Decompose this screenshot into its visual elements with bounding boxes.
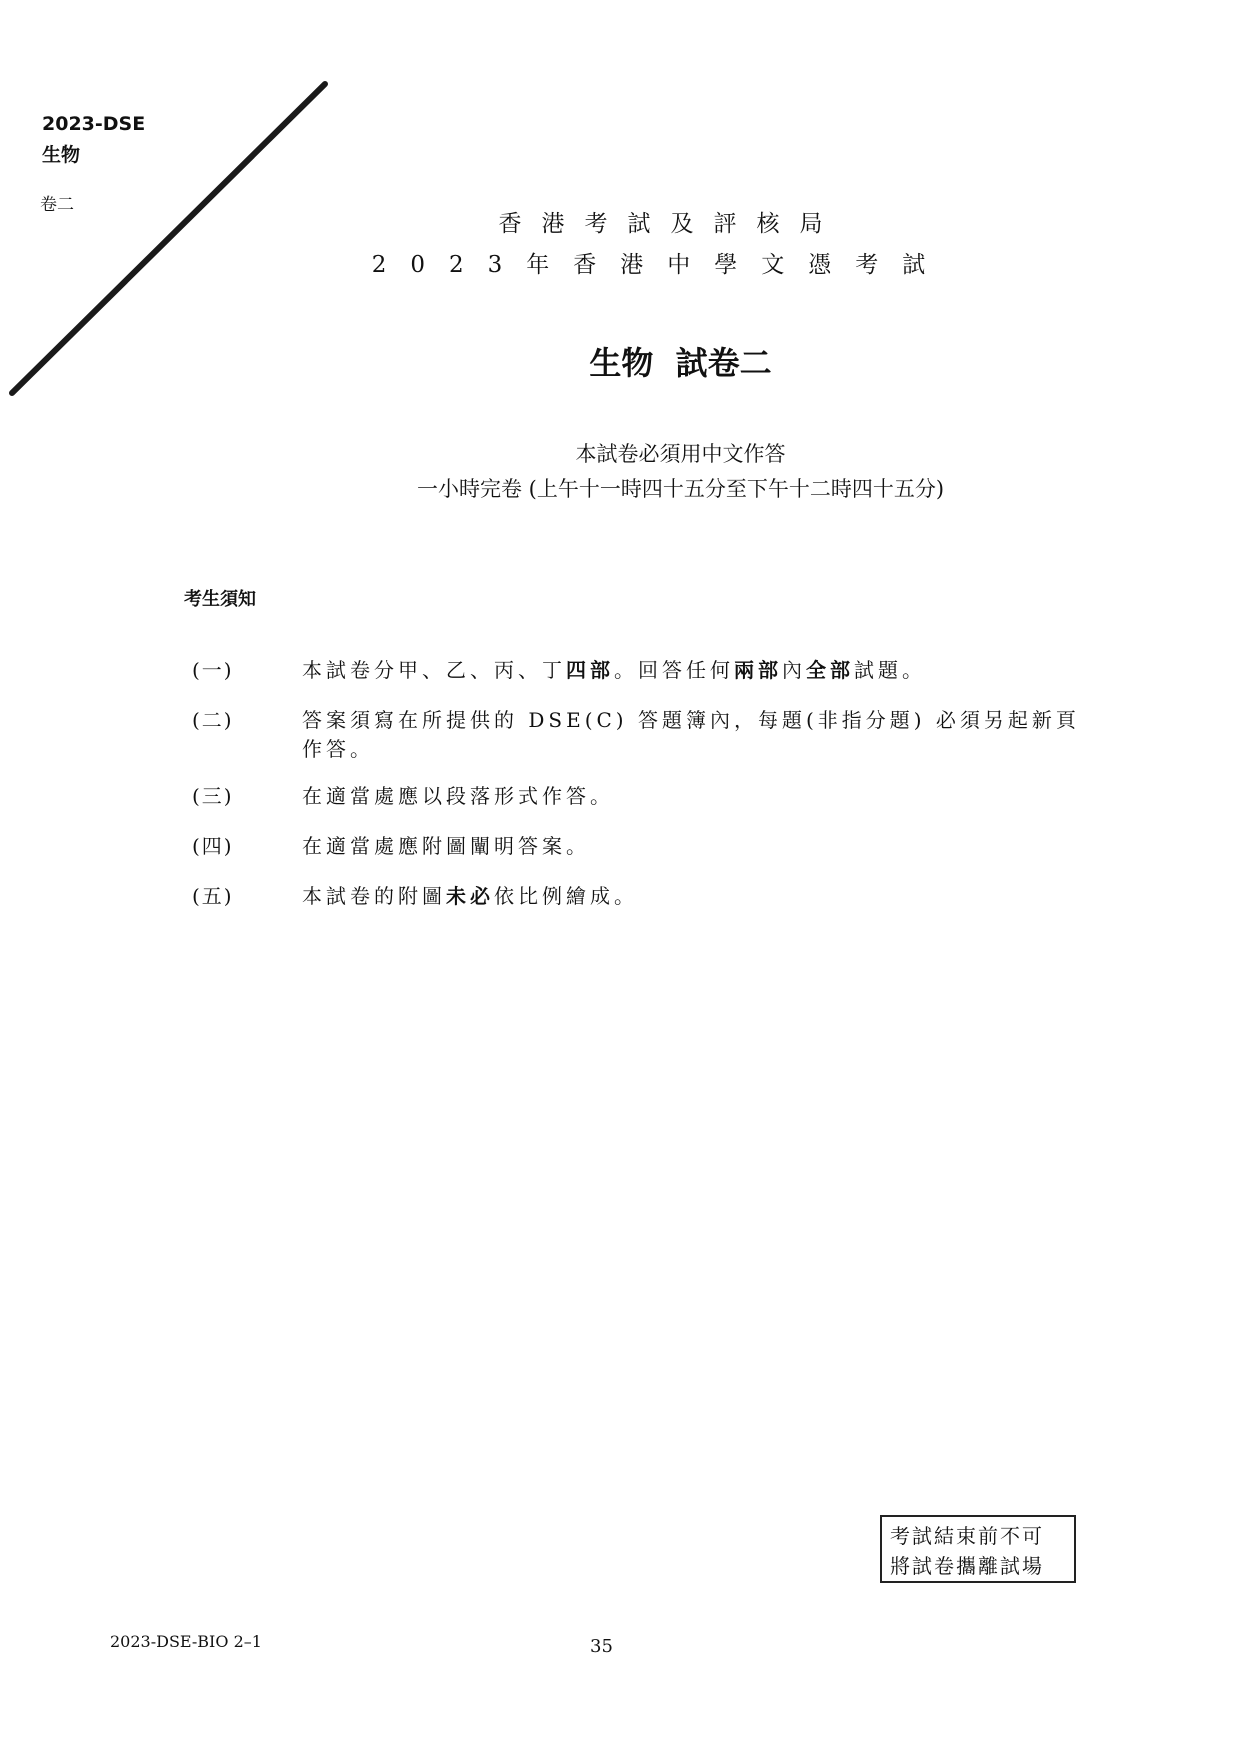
page-number: 35: [590, 1636, 613, 1657]
instruction-text: 在適當處應以段落形式作答。: [302, 784, 614, 808]
instruction-text: 本試卷的附圖未必依比例繪成。: [302, 884, 638, 908]
exam-name: 2023年香港中學文憑考試: [371, 252, 950, 278]
instruction-number: (二): [192, 708, 234, 732]
notice-heading: 考生須知: [184, 589, 256, 610]
instruction-number: (一): [192, 658, 234, 682]
instruction-text: 在適當處應附圖闡明答案。: [302, 834, 590, 858]
paper-code: 2023-DSE-BIO 2–1: [110, 1632, 262, 1651]
instruction-text: 答案須寫在所提供的 DSE(C) 答題簿內，每題(非指分題) 必須另起新頁作答。: [302, 708, 1080, 761]
language-note: 本試卷必須用中文作答: [575, 442, 786, 466]
corner-subject: 生物: [42, 144, 81, 166]
stamp-line: 考試結束前不可: [890, 1524, 1044, 1548]
duration-note: 一小時完卷 (上午十一時四十五分至下午十二時四十五分): [416, 477, 945, 501]
corner-exam-code: 2023-DSE: [42, 113, 146, 135]
authority-name: 香港考試及評核局: [498, 211, 843, 237]
corner-paper-label: 卷二: [40, 195, 74, 215]
exit-notice-stamp: [880, 1515, 1076, 1583]
stamp-line: 將試卷攜離試場: [890, 1554, 1044, 1578]
instruction-text: 本試卷分甲、乙、丙、丁四部。回答任何兩部內全部試題。: [302, 658, 926, 682]
instruction-number: (五): [192, 884, 234, 908]
instruction-number: (四): [192, 834, 234, 858]
page-title: 生物 試卷二: [589, 344, 772, 382]
instruction-number: (三): [192, 784, 234, 808]
